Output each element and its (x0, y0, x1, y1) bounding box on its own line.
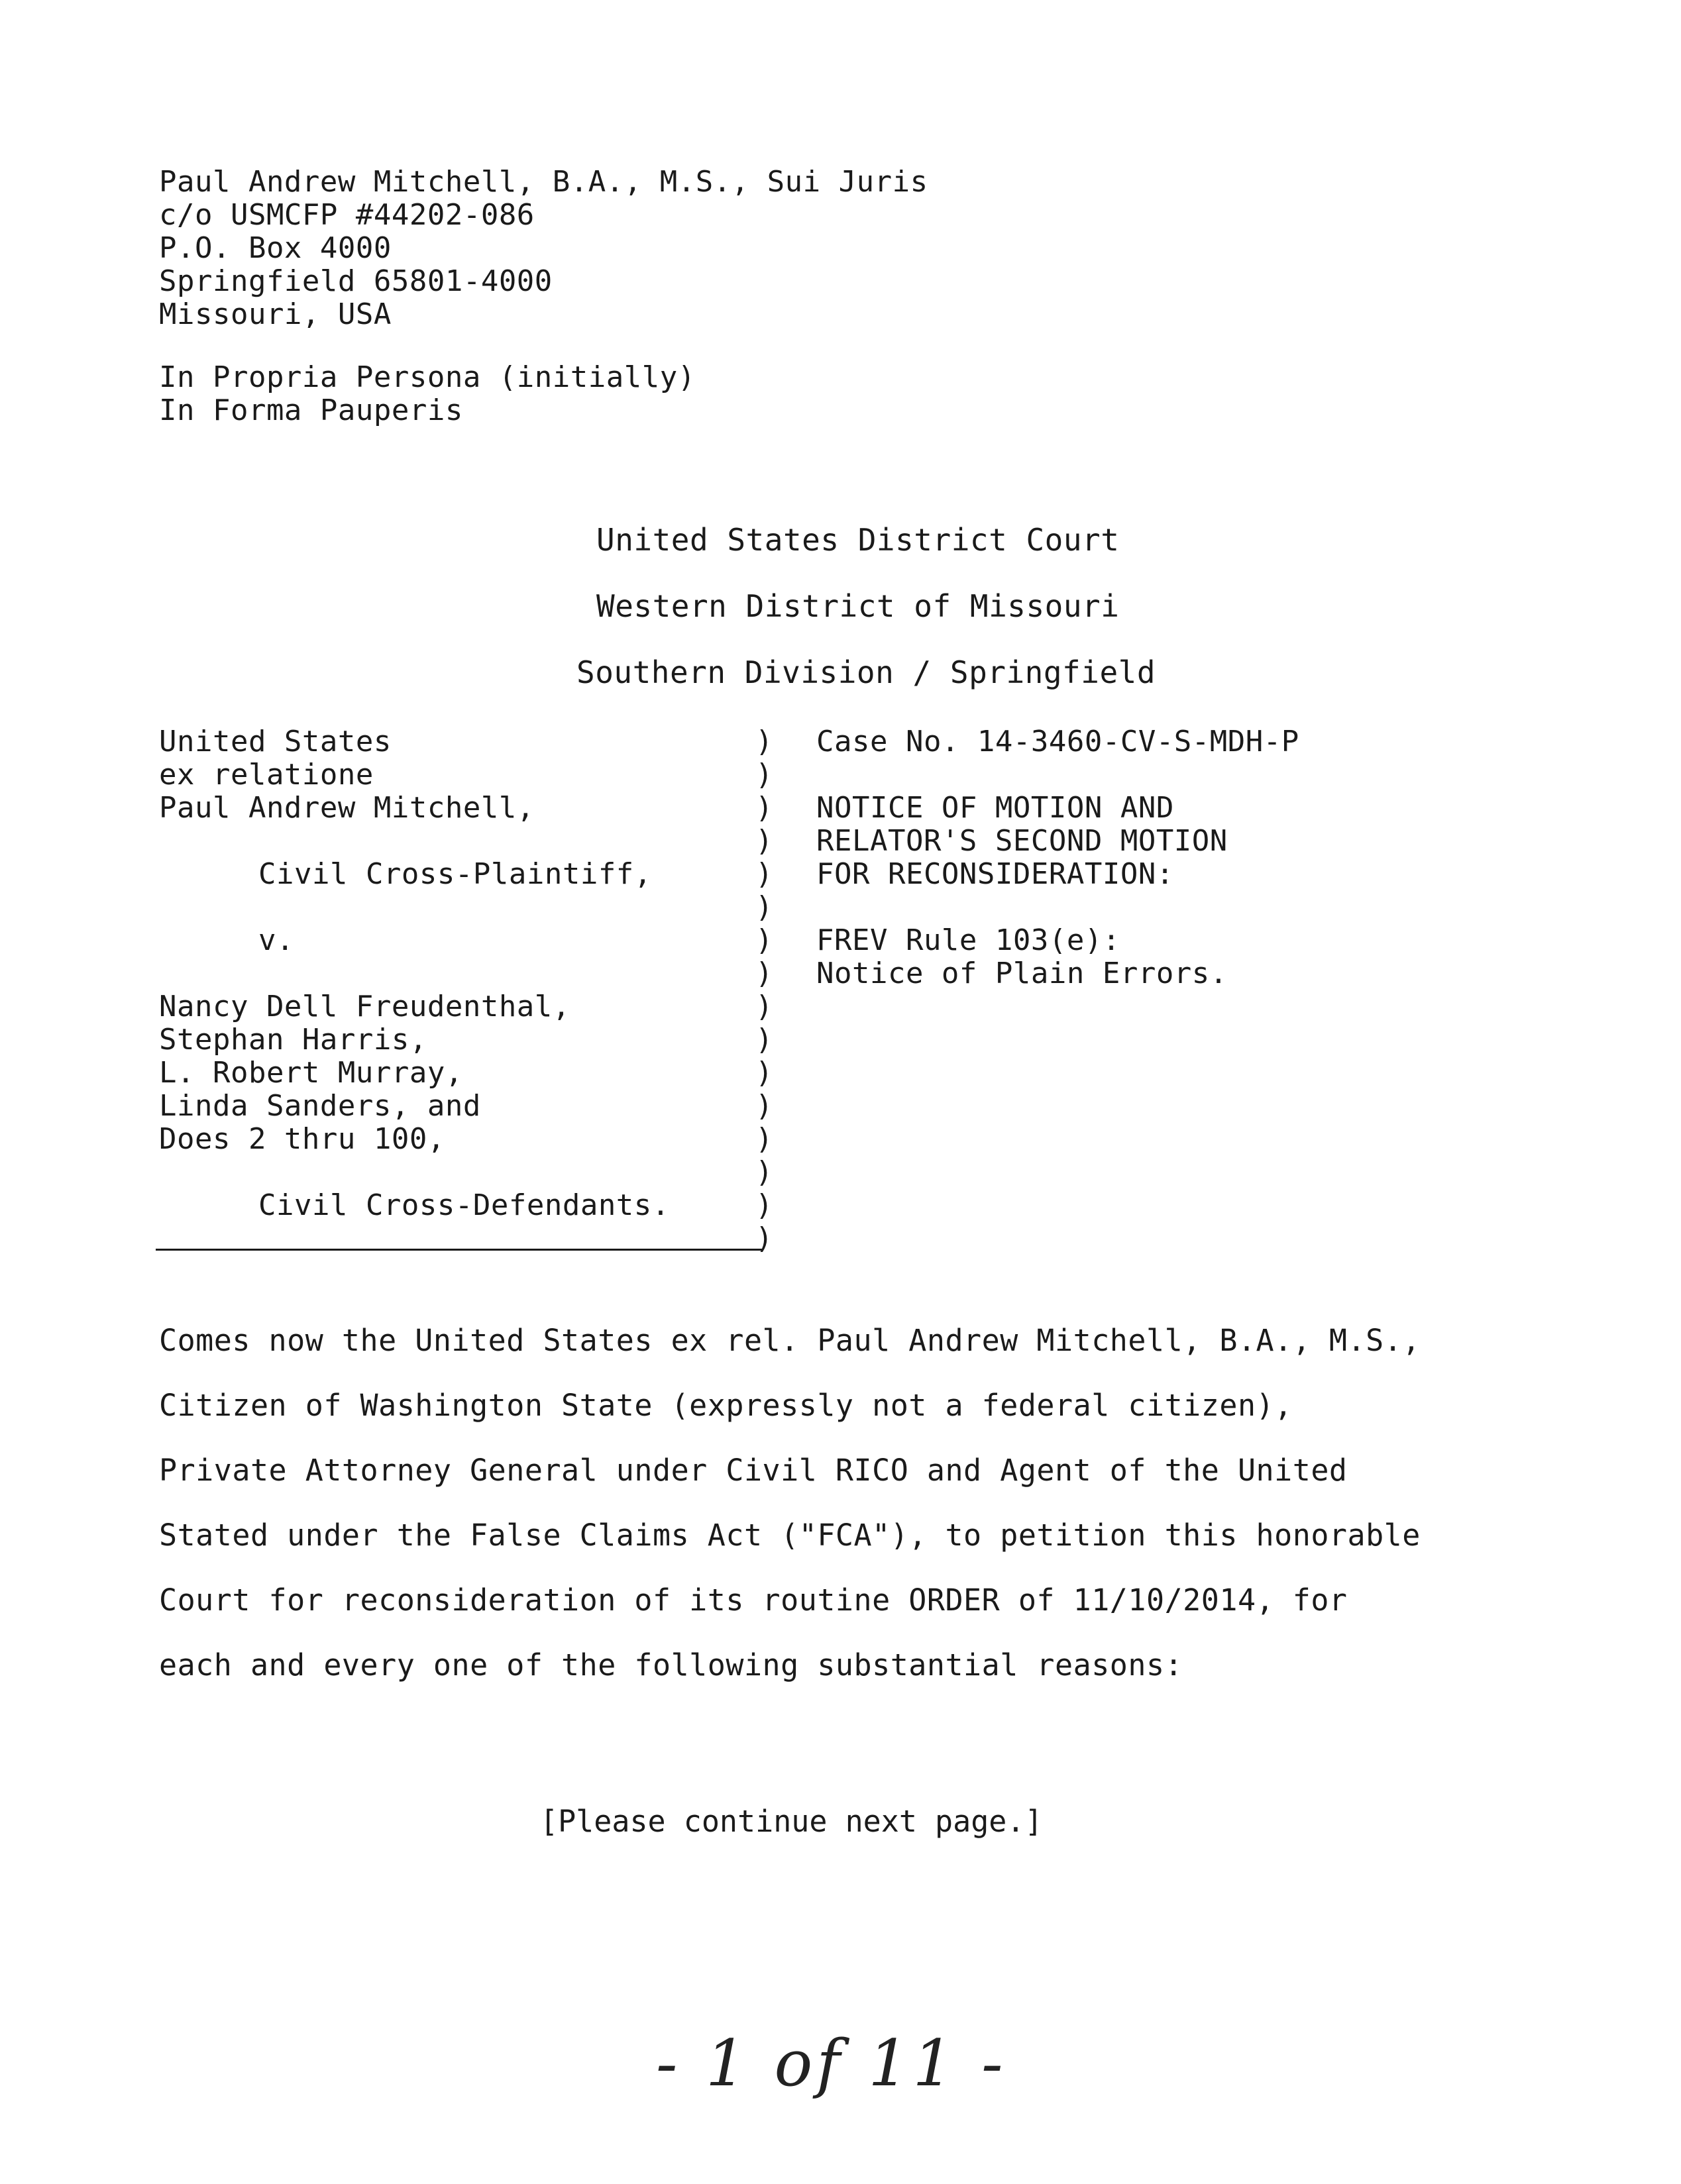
body-line-2: Citizen of Washington State (expressly not a federal citizen), (159, 1388, 1293, 1423)
sender-city-line: Springfield 65801-4000 (159, 264, 553, 298)
sender-care-of-line: c/o USMCFP #44202-086 (159, 198, 535, 232)
defendant-line-1: Nancy Dell Freudenthal, (159, 990, 570, 1023)
spacer (816, 758, 1299, 792)
spacer (159, 825, 670, 858)
paren: ) (755, 1089, 773, 1123)
spacer (159, 957, 670, 990)
defendant-line-3: L. Robert Murray, (159, 1056, 463, 1090)
court-division: Southern Division / Springfield (576, 654, 1156, 690)
paren: ) (755, 923, 773, 957)
spacer (816, 891, 1299, 924)
case-number: Case No. 14-3460-CV-S-MDH-P (816, 725, 1299, 758)
plaintiff-role: Civil Cross-Plaintiff, (258, 857, 652, 891)
paren: ) (755, 1023, 773, 1057)
persona-line: In Propria Persona (initially) (159, 360, 696, 394)
paren: ) (755, 1122, 773, 1156)
paren: ) (755, 824, 773, 858)
caption-paren-column (755, 725, 773, 1255)
paren: ) (755, 957, 773, 990)
caption-parties (159, 725, 670, 1222)
paren: ) (755, 758, 773, 792)
plaintiff-line-3: Paul Andrew Mitchell, (159, 791, 535, 825)
sender-name-line: Paul Andrew Mitchell, B.A., M.S., Sui Juris (159, 165, 928, 199)
plaintiff-line-2: ex relatione (159, 758, 374, 792)
body-line-6: each and every one of the following substantial reasons: (159, 1647, 1183, 1683)
sender-state-line: Missouri, USA (159, 297, 392, 331)
paren: ) (755, 990, 773, 1023)
defendant-line-4: Linda Sanders, and (159, 1089, 481, 1123)
paren: ) (755, 725, 773, 758)
plaintiff-line-1: United States (159, 725, 392, 758)
paren: ) (755, 1056, 773, 1090)
continue-note: [Please continue next page.] (540, 1804, 1043, 1839)
court-name: United States District Court (596, 522, 1120, 558)
persona-block (159, 361, 696, 427)
body-line-3: Private Attorney General under Civil RICO and Agent of the United (159, 1453, 1348, 1488)
body-line-4: Stated under the False Claims Act ("FCA"), to petition this honorable (159, 1518, 1421, 1553)
paren: ) (755, 1222, 773, 1255)
spacer (159, 891, 670, 924)
page-number: - 1 of 11 - (656, 2026, 1007, 2101)
versus: v. (258, 923, 294, 957)
body-paragraph (159, 1308, 1421, 1698)
court-district: Western District of Missouri (596, 588, 1120, 624)
defendant-line-5: Does 2 thru 100, (159, 1122, 445, 1156)
body-line-5: Court for reconsideration of its routine ORDER of 11/10/2014, for (159, 1583, 1348, 1618)
paren: ) (755, 890, 773, 924)
pauperis-line: In Forma Pauperis (159, 393, 463, 427)
rule-line-1: FREV Rule 103(e): (816, 923, 1120, 957)
sender-po-box-line: P.O. Box 4000 (159, 231, 392, 265)
motion-title-line-3: FOR RECONSIDERATION: (816, 857, 1174, 891)
paren: ) (755, 791, 773, 825)
spacer (159, 1156, 670, 1189)
paren: ) (755, 857, 773, 891)
defendant-role: Civil Cross-Defendants. (258, 1188, 670, 1222)
rule-line-2: Notice of Plain Errors. (816, 957, 1228, 990)
motion-title-line-2: RELATOR'S SECOND MOTION (816, 824, 1228, 858)
paren: ) (755, 1188, 773, 1222)
motion-title-line-1: NOTICE OF MOTION AND (816, 791, 1174, 825)
defendant-line-2: Stephan Harris, (159, 1023, 427, 1057)
body-line-1: Comes now the United States ex rel. Paul Andrew Mitchell, B.A., M.S., (159, 1323, 1421, 1358)
paren: ) (755, 1155, 773, 1189)
caption-underline (156, 1249, 762, 1251)
sender-address-block (159, 166, 928, 331)
caption-case-info (816, 725, 1299, 990)
